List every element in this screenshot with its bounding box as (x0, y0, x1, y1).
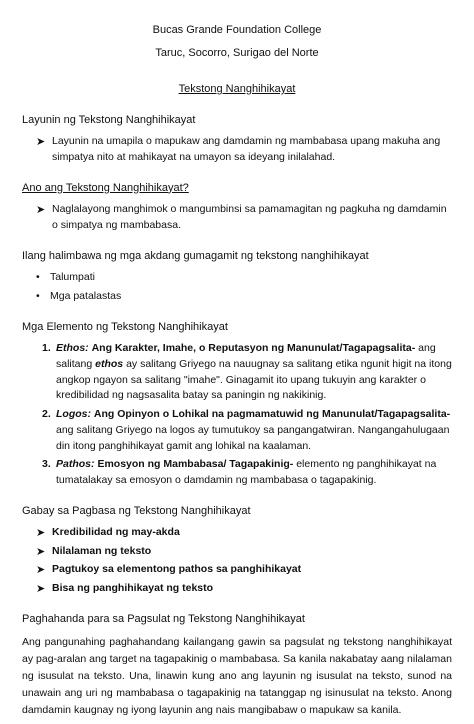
item-number: 1. (42, 342, 51, 354)
list-item (22, 457, 452, 489)
element-desc-pre: ang salitang (56, 342, 436, 370)
halimbawa-heading: Ilang halimbawa ng mga akdang gumagamit ng tekstong nanghihikayat (22, 249, 369, 262)
ano-heading: Ano ang Tekstong Nanghihikayat? (22, 181, 189, 194)
arrow-bullet-icon: ➤ (36, 527, 46, 540)
element-title: Ang Opinyon o Lohikal na pagmamatuwid ng Manunulat/Tagapagsalita- (93, 408, 451, 420)
bullet-dot-icon: • (36, 289, 40, 302)
element-desc: ay salitang Griyego na nauugnay sa salitang etika ngunit higit na itong angkop ngayon sa salitang "imahe". Ginagamit ito upang tukuyin ang karakter o kredibilidad ng nagsasalita batay sa paningin ng nakikinig. (56, 357, 452, 402)
list-item (22, 134, 452, 166)
bullet-dot-icon: • (36, 271, 40, 283)
list-item (22, 289, 452, 305)
halimbawa-list (22, 270, 452, 305)
list-item (22, 525, 452, 542)
list-item (22, 407, 452, 454)
gabay-item-text: Pagtukoy sa elementong pathos sa panghihikayat (52, 563, 302, 576)
element-title: Emosyon ng Mambabasa/ Tagapakinig- (97, 458, 294, 471)
ano-item-text: Naglalayong manghimok o mangumbinsi sa pamamagitan ng pagkuha ng damdamin o simpatya ng mambabasa. (52, 203, 447, 231)
list-item (22, 202, 452, 234)
gabay-list (22, 525, 452, 597)
element-desc: ang salitang Griyego na logos ay tumutukoy sa pangangatwiran. Nangangahulugaan din itong panghihikayat gamit ang lohikal na kaalaman. (56, 423, 450, 452)
elemento-item-text (56, 407, 452, 454)
elemento-item-text (56, 457, 452, 489)
list-item (22, 544, 452, 561)
gabay-item-text: Bisa ng panghihikayat ng teksto (52, 581, 214, 594)
ano-list (22, 202, 452, 234)
arrow-bullet-icon: ➤ (36, 582, 46, 595)
gabay-item-text: Nilalaman ng teksto (52, 544, 152, 557)
halimbawa-item-text: Mga patalastas (50, 289, 122, 302)
paghahanda-heading: Paghahanda para sa Pagsulat ng Tekstong Nanghihikayat (22, 613, 305, 626)
list-item (22, 341, 452, 404)
layunin-heading: Layunin ng Tekstong Nanghihikayat (22, 113, 196, 126)
halimbawa-item-text: Talumpati (50, 271, 95, 283)
item-number: 2. (42, 408, 51, 420)
layunin-item-text: Layunin na umapila o mapukaw ang damdamin ng mambabasa upang makuha ang simpatya nito at mahikayat na umayon sa ideyang inilalahad. (52, 135, 441, 163)
elemento-list (22, 341, 452, 489)
arrow-bullet-icon: ➤ (36, 545, 46, 558)
gabay-heading: Gabay sa Pagbasa ng Tekstong Nanghihikayat (22, 504, 251, 517)
element-title: Ang Karakter, Imahe, o Reputasyon ng Manunulat/Tagapagsalita- (91, 342, 416, 354)
arrow-bullet-icon: ➤ (36, 564, 46, 577)
layunin-list (22, 134, 452, 166)
arrow-bullet-icon: ➤ (36, 136, 46, 148)
list-item (22, 270, 452, 286)
element-term: Pathos: (56, 458, 95, 471)
element-emphasis: ethos (95, 357, 124, 370)
gabay-item-text: Kredibilidad ng may-akda (52, 526, 180, 539)
list-item (22, 581, 452, 598)
paghahanda-paragraph: Ang pangunahing paghahandang kailangang gawin sa pagsulat ng tekstong nanghihikayat ay pag-aralan ang target na tagapakinig o mambabasa. Sa kanila nakabatay aang nilalaman ng isusulat na teksto. Una, linawin kung ano ang layunin ng isusulat na teksto, sunod na unawain ang uri ng mambabasa o tagapakinig na tatanggap ng isinusulat na teksto. Anong damdamin kaugnay ng iyong layunin ang nais mangibabaw o mapukaw sa kanila. (22, 635, 452, 716)
arrow-bullet-icon: ➤ (36, 204, 46, 216)
elemento-heading: Mga Elemento ng Tekstong Nanghihikayat (22, 320, 228, 333)
elemento-item-text (56, 341, 452, 404)
element-term: Logos: (56, 408, 91, 420)
school-address: Taruc, Socorro, Surigao del Norte (155, 46, 319, 59)
document-title: Tekstong Nanghihikayat (178, 83, 296, 95)
item-number: 3. (42, 458, 51, 471)
element-term: Ethos: (56, 342, 89, 354)
element-desc: elemento ng panghihikayat na tumatalakay sa emosyon o damdamin ng mambabasa o tagapakinig. (56, 458, 437, 486)
school-name: Bucas Grande Foundation College (152, 24, 322, 36)
list-item (22, 562, 452, 579)
